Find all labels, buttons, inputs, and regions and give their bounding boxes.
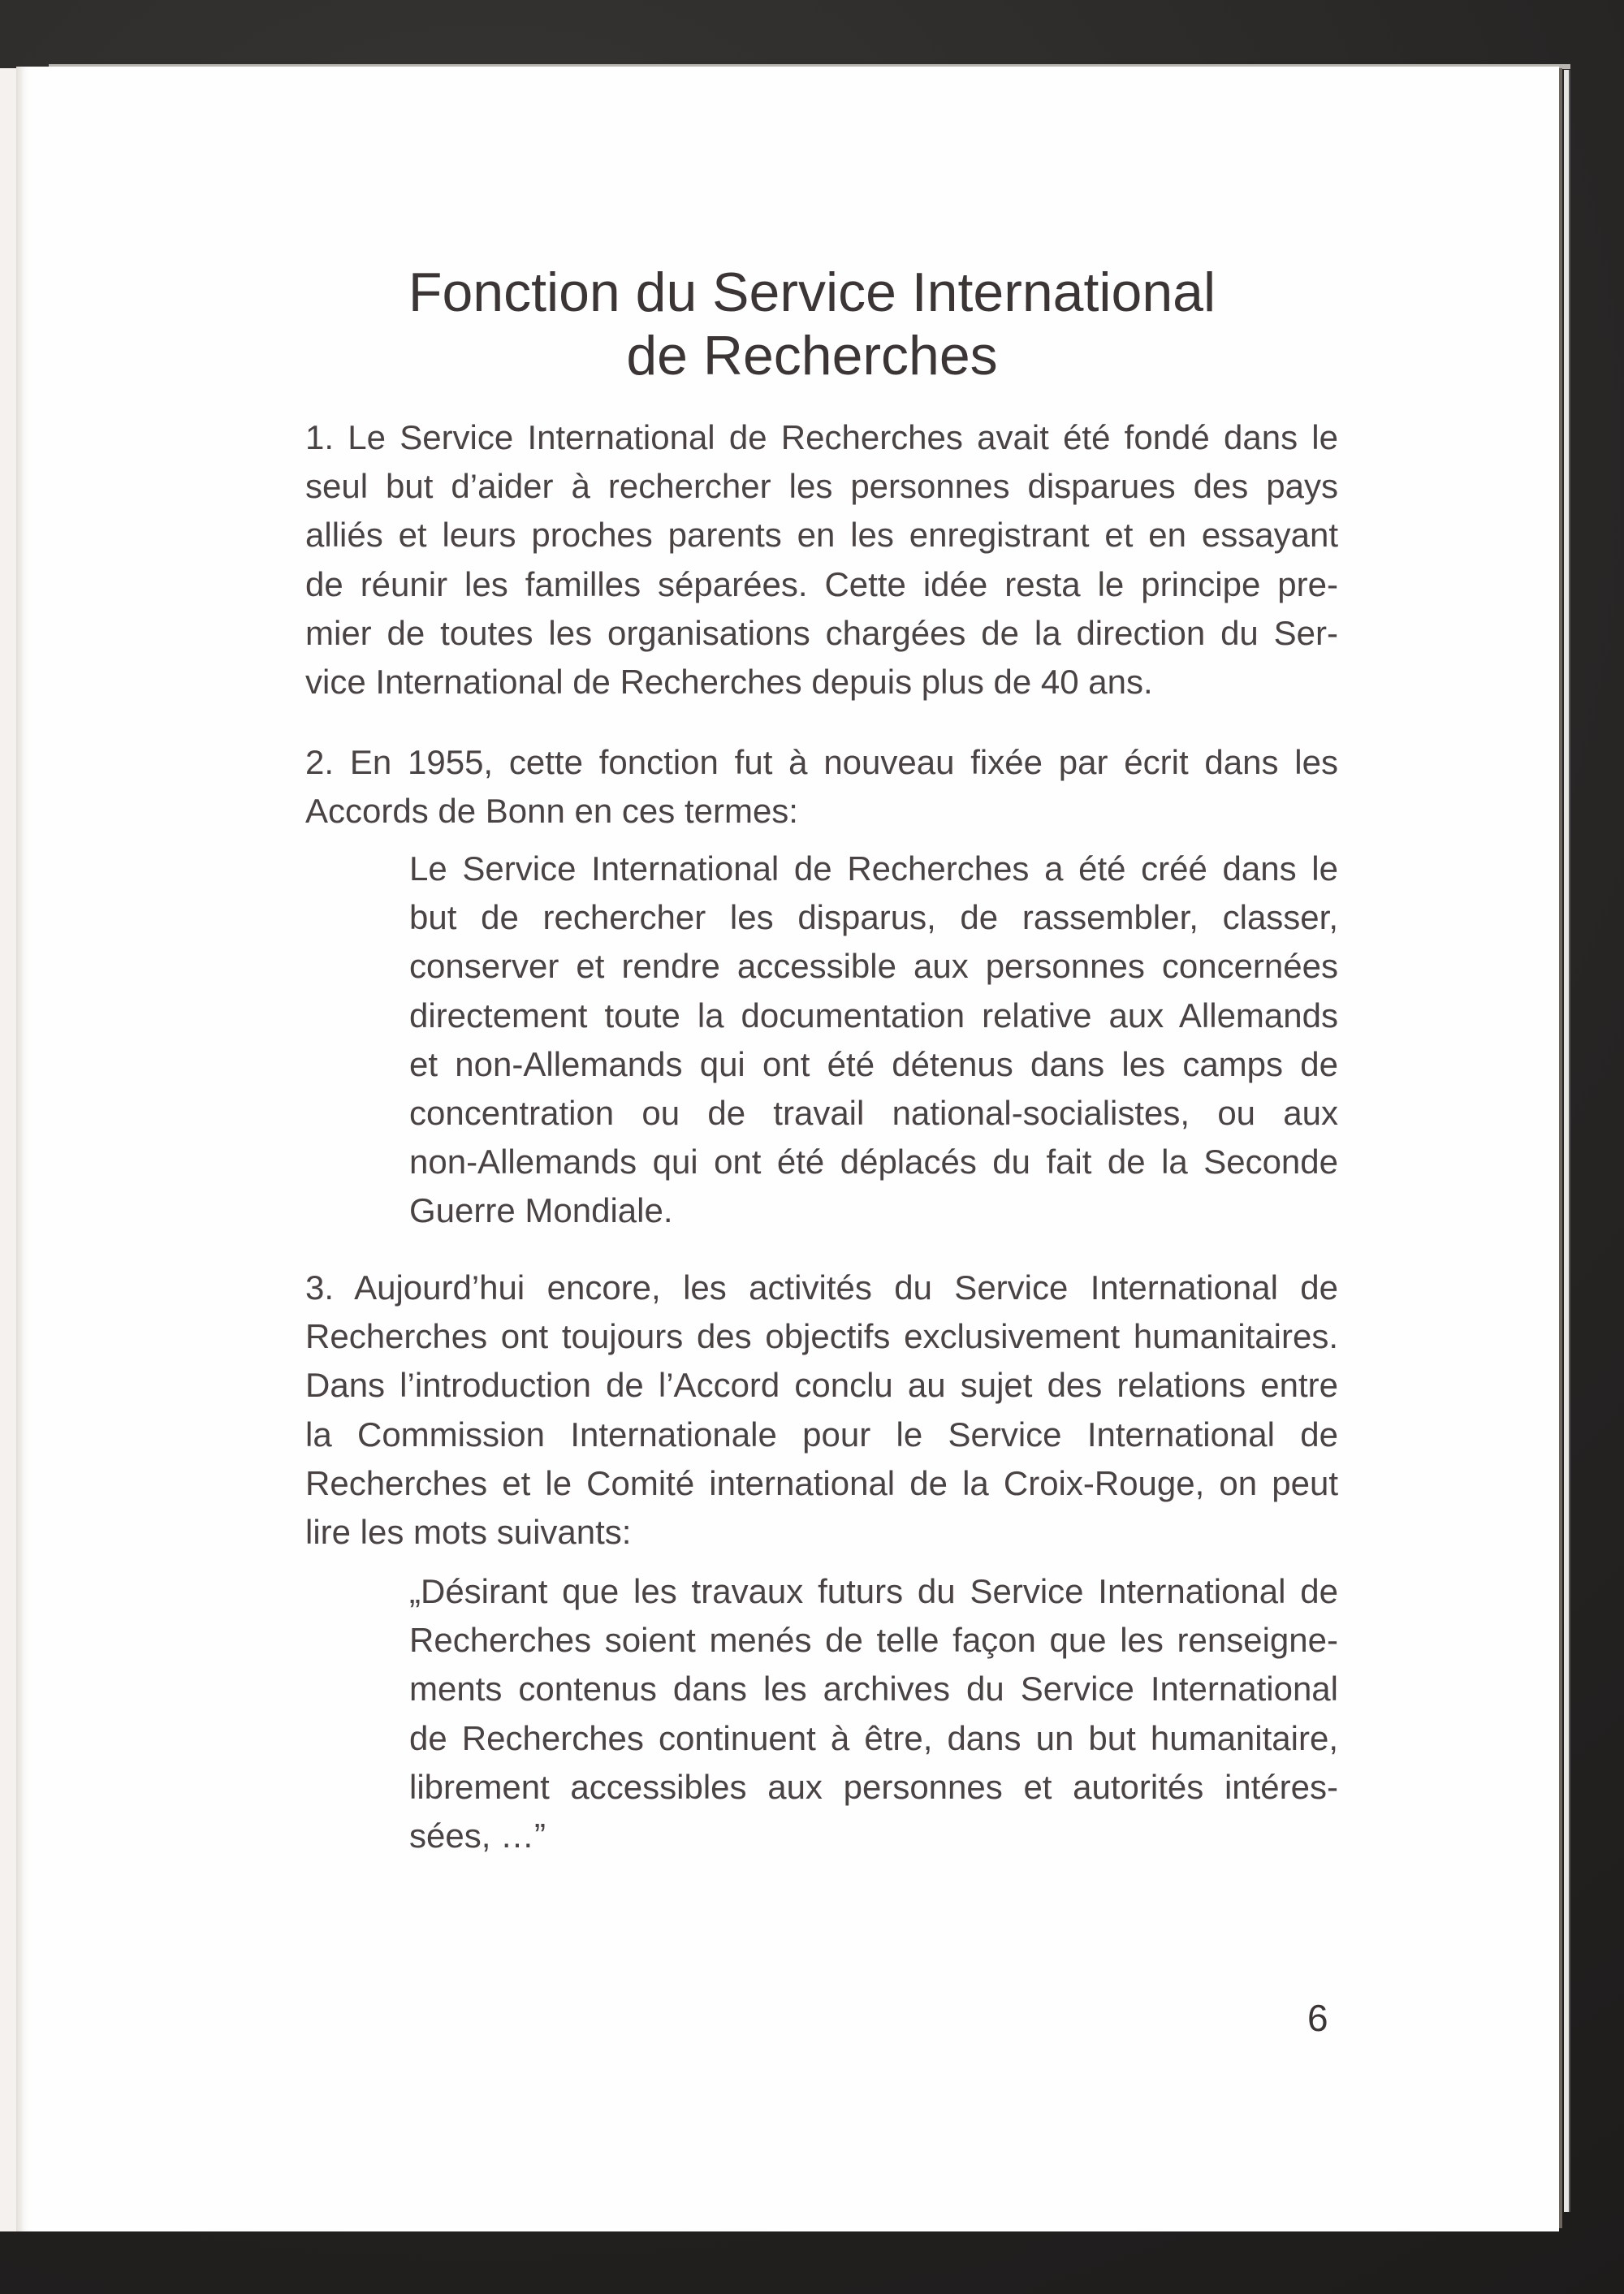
facing-page-edge — [0, 68, 18, 2231]
text-line: Dans l’introduction de l’Accord conclu au sujet des relations entre — [305, 1366, 1338, 1405]
page-stack-edge — [1559, 68, 1562, 2228]
text-line: alliés et leurs proches parents en les enregistrant et en essayant — [305, 516, 1338, 555]
text-line: concentration ou de travail national-socialistes, ou aux — [409, 1093, 1338, 1132]
text-line: but de rechercher les disparus, de rassembler, classer, — [409, 898, 1338, 937]
text-line: directement toute la documentation relative aux Allemands — [409, 996, 1338, 1035]
page-number: 6 — [1307, 1997, 1328, 2039]
text-line: de Recherches continuent à être, dans un but humanitaire, — [409, 1718, 1338, 1757]
paragraph-2 — [305, 738, 1338, 836]
text-line: Recherches soient menés de telle façon que les renseigne- — [409, 1621, 1338, 1660]
text-line: et non-Allemands qui ont été détenus dans les camps de — [409, 1044, 1338, 1083]
text-line: Accords de Bonn en ces termes: — [305, 792, 798, 831]
text-line: lire les mots suivants: — [305, 1512, 632, 1551]
text-line: Recherches ont toujours des objectifs exclusivement humanitaires. — [305, 1317, 1338, 1356]
text-line: la Commission Internationale pour le Service International de — [305, 1415, 1338, 1454]
text-line: 3. Aujourd’hui encore, les activités du Service International de — [305, 1268, 1338, 1307]
page-title-line-1: Fonction du Service International — [408, 261, 1216, 323]
text-line: conserver et rendre accessible aux personnes concernées — [409, 947, 1338, 986]
text-line: de réunir les familles séparées. Cette idée resta le principe pre- — [305, 564, 1338, 603]
text-line: Recherches et le Comité international de la Croix-Rouge, on peut — [305, 1463, 1338, 1502]
text-line: sées, …” — [409, 1816, 546, 1855]
paragraph-3 — [305, 1264, 1338, 1557]
text-line: Le Service International de Recherches a été créé dans le — [409, 849, 1338, 888]
text-line: seul but d’aider à rechercher les personnes disparues des pays — [305, 467, 1338, 506]
page-stack-edge — [1564, 70, 1570, 2212]
page-title-line-2: de Recherches — [626, 325, 998, 387]
quote-bonn-accords — [409, 845, 1338, 1236]
text-line: Guerre Mondiale. — [409, 1191, 673, 1230]
paragraph-1 — [305, 413, 1338, 706]
text-line: 1. Le Service International de Recherches avait été fondé dans le — [305, 418, 1338, 456]
text-line: „Désirant que les travaux futurs du Service International de — [409, 1572, 1338, 1610]
text-line: ments contenus dans les archives du Service International — [409, 1670, 1338, 1709]
text-line: non-Allemands qui ont été déplacés du fait de la Seconde — [409, 1143, 1338, 1182]
text-line: vice International de Recherches depuis plus de 40 ans. — [305, 662, 1153, 701]
text-line: librement accessibles aux personnes et autorités intéres- — [409, 1767, 1338, 1806]
text-line: 2. En 1955, cette fonction fut à nouveau fixée par écrit dans les — [305, 743, 1338, 781]
quote-accord-icrc — [409, 1567, 1338, 1860]
text-line: mier de toutes les organisations chargées de la direction du Ser- — [305, 613, 1338, 652]
